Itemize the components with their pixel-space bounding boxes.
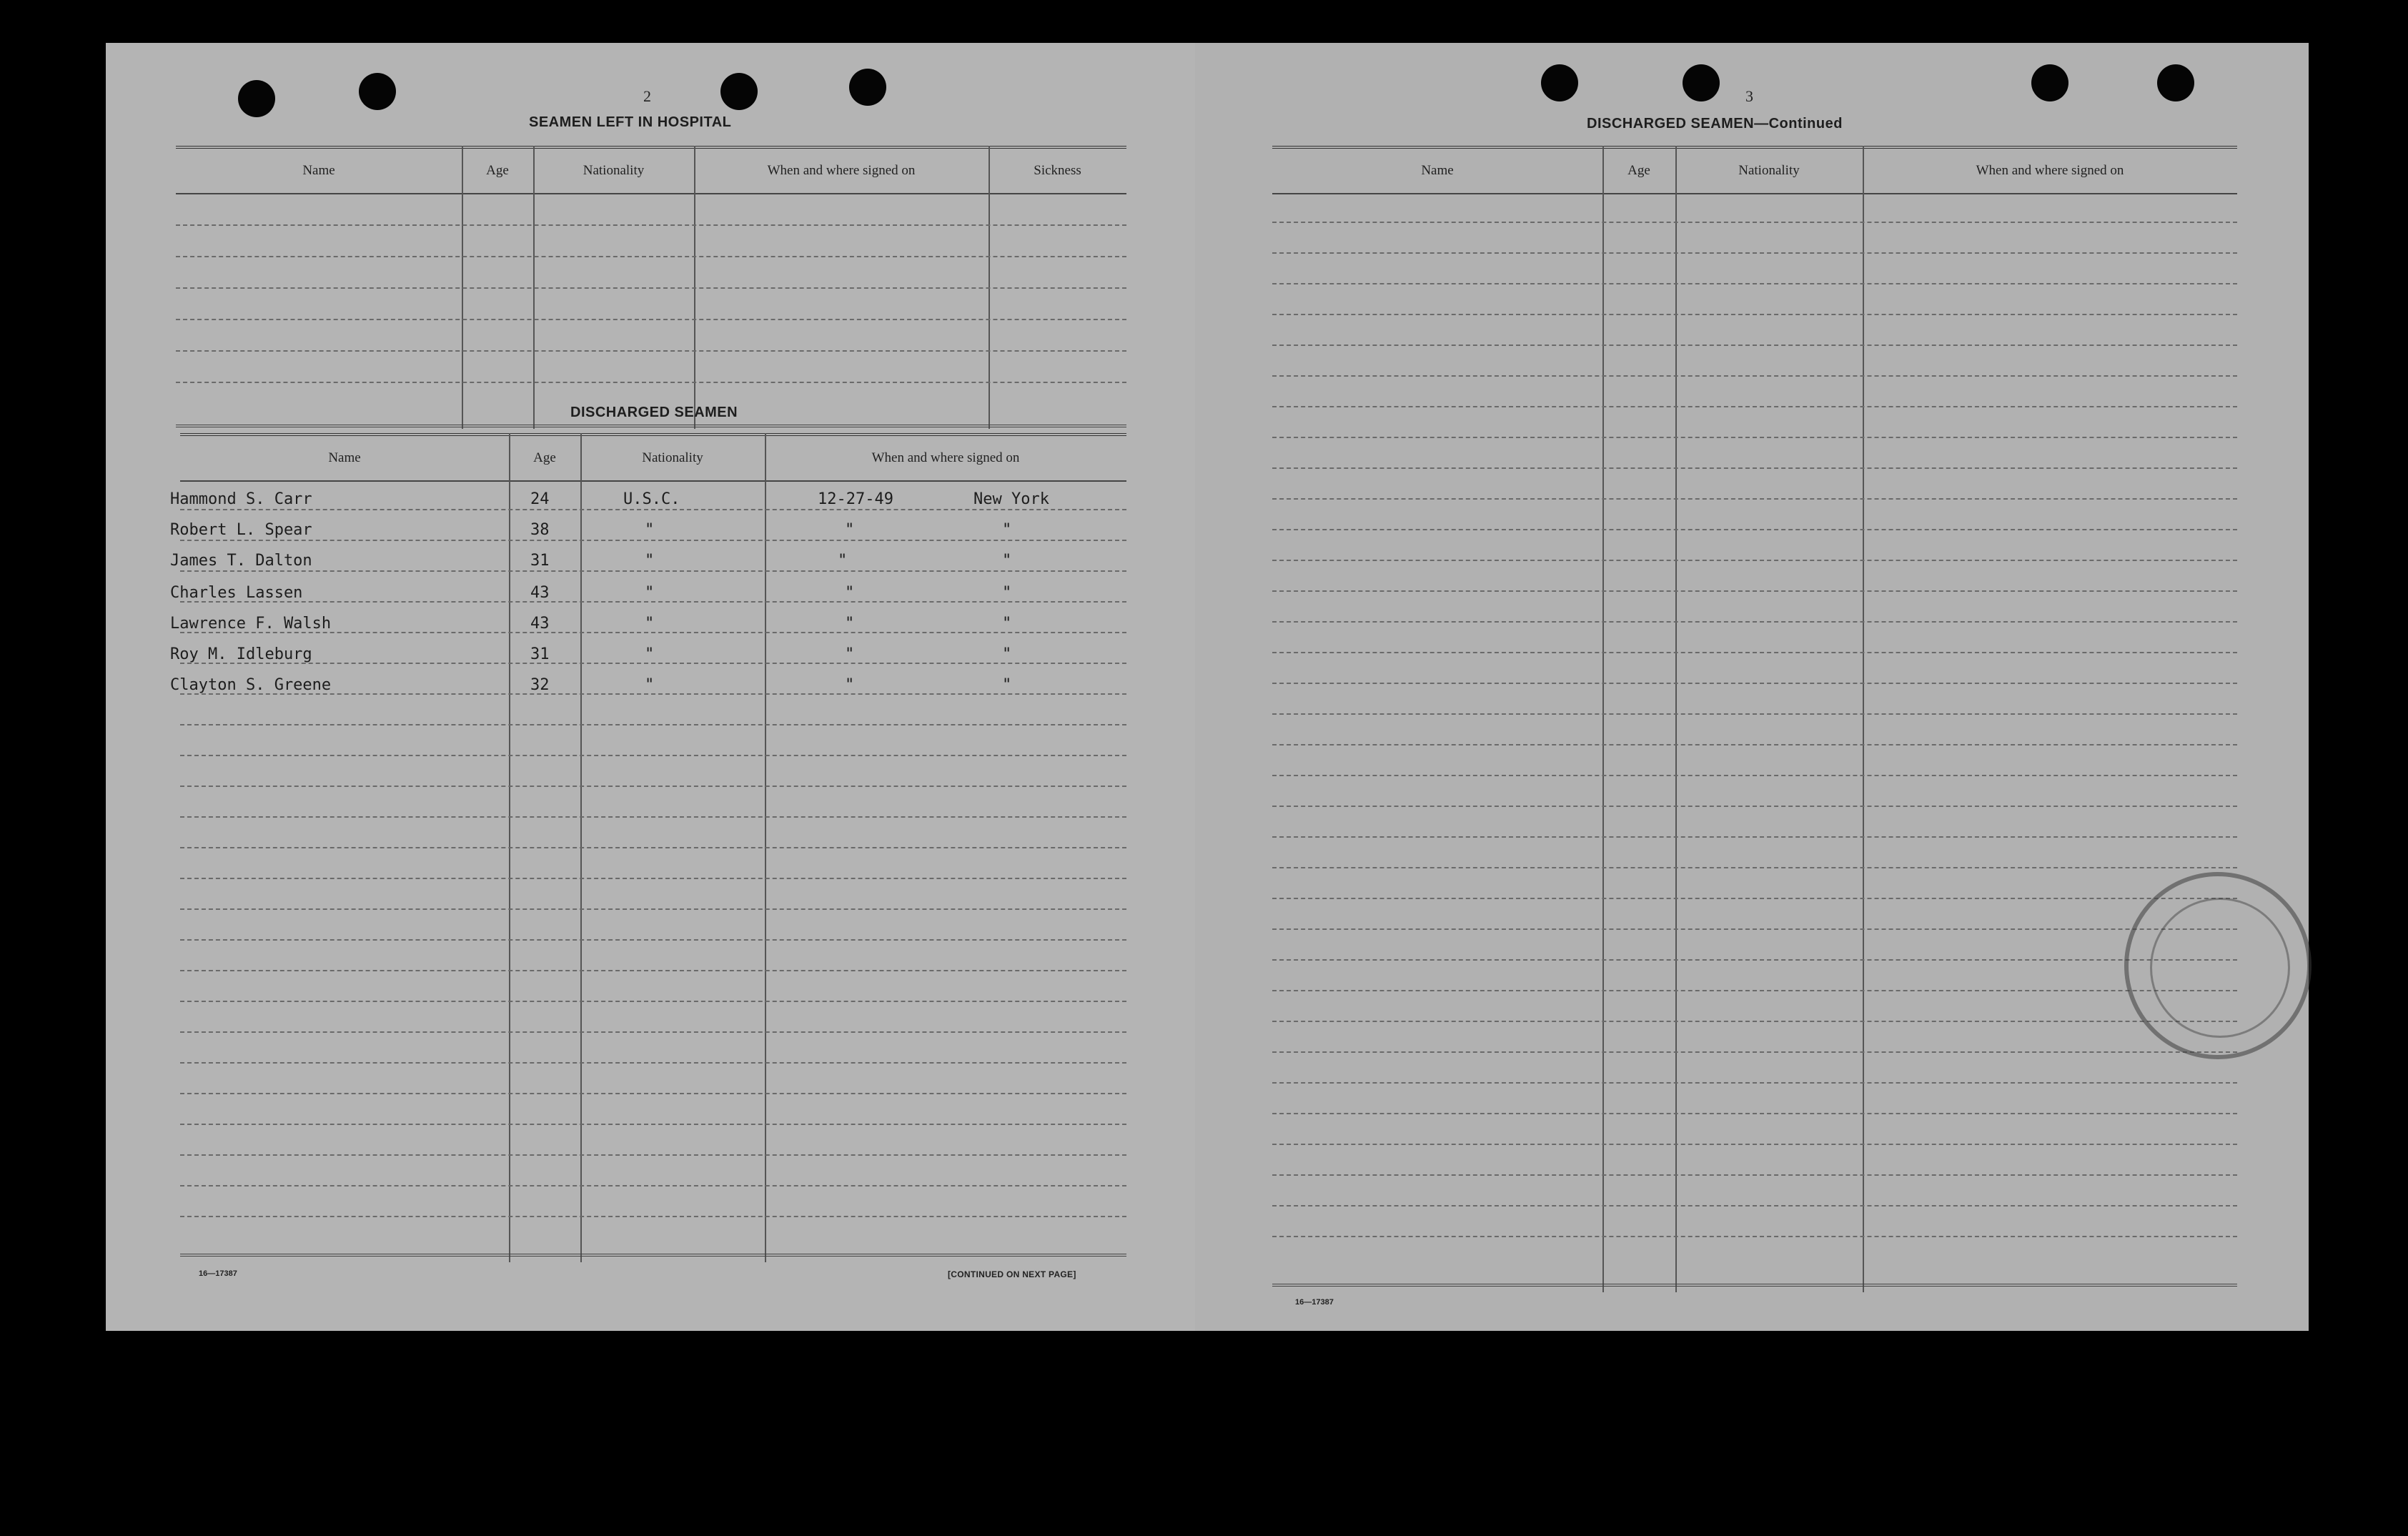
signed-on-date: " bbox=[838, 552, 848, 570]
row-line bbox=[1272, 1205, 2237, 1206]
table-header bbox=[1272, 146, 2237, 194]
row-line bbox=[1272, 713, 2237, 715]
punch-hole bbox=[849, 69, 886, 106]
seaman-nationality: " bbox=[645, 521, 655, 539]
table-end-line bbox=[180, 1254, 1126, 1257]
row-line bbox=[1272, 375, 2237, 377]
right-page bbox=[1195, 43, 2309, 1331]
row-line bbox=[180, 1031, 1126, 1033]
row-line bbox=[1272, 1174, 2237, 1176]
row-line bbox=[1272, 529, 2237, 530]
discharged-table bbox=[170, 433, 1126, 1262]
signed-on-date: " bbox=[845, 584, 855, 602]
row-line bbox=[180, 878, 1126, 879]
seaman-age: 43 bbox=[530, 615, 550, 633]
row-line bbox=[1272, 1113, 2237, 1114]
row-line bbox=[1272, 959, 2237, 961]
row-line bbox=[1272, 467, 2237, 469]
seaman-name: Clayton S. Greene bbox=[170, 676, 332, 694]
seaman-age: 43 bbox=[530, 584, 550, 602]
signed-on-place: New York bbox=[973, 490, 1049, 508]
col-header-nationality: Nationality bbox=[583, 163, 645, 178]
row-line bbox=[176, 319, 1126, 320]
row-line bbox=[176, 224, 1126, 226]
col-header-nationality: Nationality bbox=[642, 450, 703, 465]
column-divider bbox=[1602, 146, 1604, 1292]
col-header-name: Name bbox=[328, 450, 361, 465]
seaman-name: Hammond S. Carr bbox=[170, 490, 312, 508]
seaman-age: 32 bbox=[530, 676, 550, 694]
col-header-signed-on: When and where signed on bbox=[1976, 163, 2124, 178]
row-line bbox=[1272, 590, 2237, 592]
col-header-name: Name bbox=[302, 163, 335, 178]
row-line bbox=[180, 1062, 1126, 1064]
row-line bbox=[1272, 1144, 2237, 1145]
discharged-table-header bbox=[180, 433, 1126, 482]
row-line bbox=[1272, 867, 2237, 868]
signed-on-date: " bbox=[845, 521, 855, 539]
table-end-line bbox=[1272, 1284, 2237, 1287]
continued-note: [CONTINUED ON NEXT PAGE] bbox=[948, 1269, 1076, 1279]
signed-on-date: " bbox=[845, 615, 855, 633]
row-line bbox=[176, 350, 1126, 352]
punch-hole bbox=[720, 73, 758, 110]
row-line bbox=[180, 939, 1126, 941]
signed-on-place: " bbox=[1002, 645, 1012, 663]
signed-on-date: 12-27-49 bbox=[818, 490, 893, 508]
col-header-name: Name bbox=[1421, 163, 1454, 178]
row-line bbox=[180, 509, 1126, 510]
punch-hole bbox=[1683, 64, 1720, 101]
signed-on-place: " bbox=[1002, 584, 1012, 602]
hospital-table bbox=[176, 146, 1126, 429]
row-line bbox=[1272, 1082, 2237, 1084]
discharged-section-title: DISCHARGED SEAMEN bbox=[570, 405, 738, 420]
discharged-continued-table bbox=[1272, 146, 2237, 1292]
punch-hole bbox=[359, 73, 396, 110]
row-line bbox=[180, 1001, 1126, 1002]
seaman-name: Lawrence F. Walsh bbox=[170, 615, 332, 633]
seaman-age: 31 bbox=[530, 645, 550, 663]
signed-on-place: " bbox=[1002, 676, 1012, 694]
seaman-nationality: " bbox=[645, 552, 655, 570]
row-line bbox=[1272, 222, 2237, 223]
row-line bbox=[1272, 283, 2237, 284]
row-line bbox=[180, 570, 1126, 572]
seaman-name: Charles Lassen bbox=[170, 584, 303, 602]
punch-hole bbox=[1541, 64, 1578, 101]
seaman-nationality: " bbox=[645, 615, 655, 633]
row-line bbox=[1272, 345, 2237, 346]
row-line bbox=[1272, 560, 2237, 561]
form-code: 16—17387 bbox=[199, 1269, 237, 1278]
row-line bbox=[1272, 1051, 2237, 1053]
row-line bbox=[1272, 652, 2237, 653]
seaman-age: 38 bbox=[530, 521, 550, 539]
col-header-age: Age bbox=[1627, 163, 1650, 178]
stamp-inner-ring bbox=[2150, 898, 2290, 1038]
row-line bbox=[180, 724, 1126, 725]
seaman-age: 31 bbox=[530, 552, 550, 570]
page-number: 3 bbox=[1745, 87, 1753, 105]
row-line bbox=[1272, 498, 2237, 500]
row-line bbox=[1272, 744, 2237, 745]
punch-hole bbox=[238, 80, 275, 117]
row-line bbox=[1272, 806, 2237, 807]
seaman-age: 24 bbox=[530, 490, 550, 508]
row-line bbox=[180, 1124, 1126, 1125]
column-divider bbox=[1675, 146, 1677, 1292]
col-header-age: Age bbox=[486, 163, 509, 178]
official-stamp bbox=[2124, 872, 2312, 1059]
left-page bbox=[106, 43, 1199, 1331]
row-line bbox=[180, 540, 1126, 541]
col-header-age: Age bbox=[533, 450, 556, 465]
row-line bbox=[180, 1093, 1126, 1094]
table-end-line bbox=[176, 425, 1126, 427]
row-line bbox=[176, 382, 1126, 383]
row-line bbox=[1272, 990, 2237, 991]
row-line bbox=[1272, 406, 2237, 407]
discharged-continued-title: DISCHARGED SEAMEN—Continued bbox=[1587, 116, 1843, 132]
seaman-nationality: " bbox=[645, 676, 655, 694]
row-line bbox=[180, 847, 1126, 848]
seaman-name: Roy M. Idleburg bbox=[170, 645, 312, 663]
signed-on-place: " bbox=[1002, 552, 1012, 570]
punch-hole bbox=[2031, 64, 2068, 101]
row-line bbox=[180, 970, 1126, 971]
seaman-name: James T. Dalton bbox=[170, 552, 312, 570]
row-line bbox=[1272, 437, 2237, 438]
row-line bbox=[180, 755, 1126, 756]
row-line bbox=[1272, 928, 2237, 930]
signed-on-place: " bbox=[1002, 615, 1012, 633]
row-line bbox=[180, 1185, 1126, 1186]
row-line bbox=[180, 1154, 1126, 1156]
row-line bbox=[176, 287, 1126, 289]
row-line bbox=[1272, 775, 2237, 776]
row-line bbox=[180, 1216, 1126, 1217]
punch-hole bbox=[2157, 64, 2194, 101]
row-line bbox=[1272, 1236, 2237, 1237]
hospital-section-title: SEAMEN LEFT IN HOSPITAL bbox=[529, 114, 732, 130]
row-line bbox=[1272, 683, 2237, 684]
seaman-nationality: " bbox=[645, 645, 655, 663]
column-divider bbox=[1863, 146, 1864, 1292]
signed-on-date: " bbox=[845, 676, 855, 694]
seaman-nationality: " bbox=[645, 584, 655, 602]
hospital-table-header bbox=[176, 146, 1126, 194]
row-line bbox=[1272, 1021, 2237, 1022]
row-line bbox=[1272, 314, 2237, 315]
row-line bbox=[1272, 252, 2237, 254]
row-line bbox=[1272, 621, 2237, 623]
row-line bbox=[1272, 898, 2237, 899]
row-line bbox=[1272, 836, 2237, 838]
row-line bbox=[180, 816, 1126, 818]
row-line bbox=[180, 908, 1126, 910]
seaman-name: Robert L. Spear bbox=[170, 521, 312, 539]
seaman-nationality: U.S.C. bbox=[623, 490, 680, 508]
row-line bbox=[180, 786, 1126, 787]
col-header-sickness: Sickness bbox=[1034, 163, 1081, 178]
form-code: 16—17387 bbox=[1295, 1298, 1334, 1307]
col-header-signed-on: When and where signed on bbox=[767, 163, 916, 178]
row-line bbox=[176, 256, 1126, 257]
col-header-nationality: Nationality bbox=[1738, 163, 1800, 178]
page-number: 2 bbox=[643, 87, 651, 105]
signed-on-date: " bbox=[845, 645, 855, 663]
signed-on-place: " bbox=[1002, 521, 1012, 539]
col-header-signed-on: When and where signed on bbox=[871, 450, 1020, 465]
